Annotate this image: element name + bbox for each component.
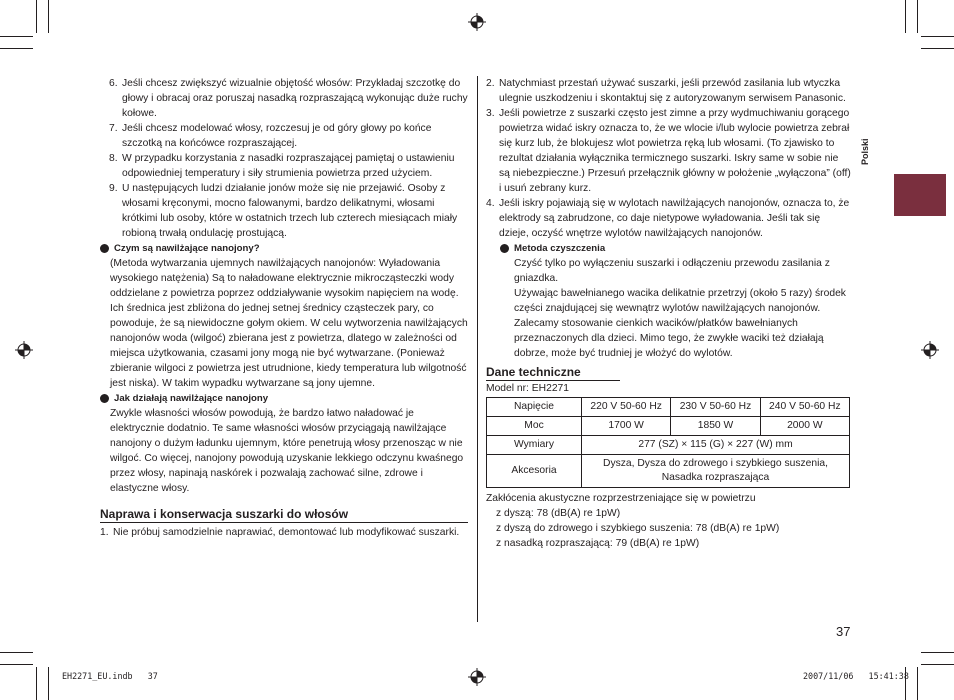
crop-mark [917,0,918,33]
crop-mark [921,652,954,653]
language-tab-label: Polski [860,138,870,165]
crop-mark [0,664,33,665]
model-number: Model nr: EH2271 [486,383,569,394]
noise-line: z nasadką rozpraszającą: 79 (dB(A) re 1pW) [496,538,700,549]
footer-datetime: 2007/11/06 15:41:38 [803,671,909,681]
table-row [487,398,850,417]
list-item: 2. Natychmiast przestań używać suszarki, jeśli przewód zasilania lub wtyczka ulegnie uszkodzeniu i skontaktuj się z autoryzowanym serwisem Panasonic. [486,78,846,104]
registration-mark-icon [15,341,33,359]
list-item: 9. U następujących ludzi działanie jonów może się nie przejawić. Osoby z włosami kręconymi, mocno falowanymi, bardzo delikatnymi, włosami krótkimi lub osoby, które w ostatnich trzech lub czterech miesiącach miały robioną trwałą ondulację prostującą. [109,183,458,239]
clean-heading: Metoda czyszczenia [514,243,606,254]
nano-text: (Metoda wytwarzania ujemnych nawilżających nanojonów: Wyładowania wysokiego natężenia) Są to naładowane elektrycznie mikrocząsteczki wody oddzielane z powietrza poprzez oddziaływanie wysokim napięciem na wodę. Ich średnica jest zbliżona do jednej setnej średnicy cząsteczek pary, co powoduje, że są niewidoczne gołym okiem. W celu wytworzenia nawilżających nanojonów woda (wilgoć) zbierana jest z powietrza, dlatego w zależności od miejsca użytkowania, czasami jony mogą nie być wytwarzane. (Ponieważ zbieranie wilgoci z powietrza jest utrudnione, kiedy temperatura lub wilgotność jest niska). W takim wypadku wytwarzane są jony ujemne. [110,258,468,389]
bullet-icon [100,394,109,403]
table-cell [582,455,850,488]
table-cell: 240 V 50-60 Hz [760,398,849,417]
table-cell: Moc [487,417,582,436]
table-row [487,455,850,488]
crop-mark [0,48,33,49]
crop-mark [36,667,37,700]
noise-intro: Zakłócenia akustyczne rozprzestrzeniające się w powietrzu [486,493,756,504]
registration-mark-icon [468,668,486,686]
clean-section [500,241,852,256]
crop-mark [0,652,33,653]
spec-table [486,397,850,488]
list-item: 3. Jeśli powietrze z suszarki często jest zimne a przy wydmuchiwaniu gorącego powietrza widać iskry oznacza to, że we wlocie i/lub wylocie powietrza zebrał się kurz lub, że blokujesz wlot powietrza ręką lub włosami. (To zjawisko to rezultat działania wyłącznika termicznego suszarki. Iskry same w sobie nie są niebezpieczne.) Przesuń przełącznik główny w położenie „wyłączona” (off) i usuń zebrany kurz. [486,108,851,194]
table-cell: 1700 W [582,417,671,436]
bullet-icon [100,244,109,253]
crop-mark [917,667,918,700]
list-item: 7. Jeśli chcesz modelować włosy, rozczesuj je od góry głowy po końce szczotką na końcówce rozpraszającej. [109,123,432,149]
list-item: 1. Nie próbuj samodzielnie naprawiać, demontować lub modyfikować suszarki. [100,527,460,538]
clean-paragraph: Zalecamy stosowanie cienkich wacików/płatków bawełnianych przeznaczonych dla dzieci. Mimo tego, że zwykłe waciki też działają dobrze, może być trudniej je włożyć do wylotów. [514,318,824,359]
table-cell: Wymiary [487,436,582,455]
noise-line: z dyszą do zdrowego i szybkiego suszenia: 78 (dB(A) re 1pW) [496,523,780,534]
spec-heading: Dane techniczne [486,365,620,381]
accessories-line: Dysza, Dysza do zdrowego i szybkiego suszenia, [603,458,828,469]
left-column [100,76,468,540]
crop-mark [36,0,37,33]
crop-mark [921,664,954,665]
page-number: 37 [836,624,851,639]
crop-mark [905,0,906,33]
how-section [100,391,468,406]
how-text: Zwykle własności włosów powodują, że bardzo łatwo naładować je elektrycznie dodatnio. Te same własności włosów przyciągają nawilżające nanojony o dużym ładunku ujemnym, które penetrują włosy przenosząc w nie wilgoć. Co więcej, nanojony powodują uzyskanie lekkiego odczynu kwaśnego przez włosy, napinają naskórek i pozwalają zachować silne, zdrowe i elastyczne włosy. [110,408,464,494]
nano-heading: Czym są nawilżające nanojony? [114,243,260,254]
how-heading: Jak działają nawilżające nanojony [114,393,269,404]
clean-paragraph: Czyść tylko po wyłączeniu suszarki i odłączeniu przewodu zasilania z gniazdka. [514,258,830,284]
table-cell: 2000 W [760,417,849,436]
registration-mark-icon [468,13,486,31]
accessories-line: Nasadka rozpraszająca [661,472,770,483]
table-row [487,436,850,455]
table-cell: 1850 W [671,417,760,436]
footer-file: EH2271_EU.indb 37 [62,671,158,681]
table-row [487,417,850,436]
noise-line: z dyszą: 78 (dB(A) re 1pW) [496,508,621,519]
crop-mark [48,0,49,33]
bullet-icon [500,244,509,253]
crop-mark [921,48,954,49]
table-cell: 230 V 50-60 Hz [671,398,760,417]
table-cell: Akcesoria [487,455,582,488]
crop-mark [0,36,33,37]
repair-heading: Naprawa i konserwacja suszarki do włosów [100,507,468,523]
table-cell: 220 V 50-60 Hz [582,398,671,417]
table-cell: 277 (SZ) × 115 (G) × 227 (W) mm [582,436,850,455]
crop-mark [48,667,49,700]
list-item: 4. Jeśli iskry pojawiają się w wylotach nawilżających nanojonów, oznacza to, że elektrody są zabrudzone, co daje nietypowe wyładowania. Jeśli tak się dzieje, oczyść wnętrze wylotów nawilżających nanojonów. [486,198,850,239]
table-cell: Napięcie [487,398,582,417]
nano-section [100,241,468,256]
column-divider [477,76,478,622]
crop-mark [921,36,954,37]
right-column [486,76,852,551]
list-item: 6. Jeśli chcesz zwiększyć wizualnie objętość włosów: Przykładaj szczotkę do głowy i obracaj oraz poruszaj nasadką rozpraszającą wykonując duże ruchy kołowe. [109,78,468,119]
registration-mark-icon [921,341,939,359]
list-item: 8. W przypadku korzystania z nasadki rozpraszającej pamiętaj o ustawieniu odpowiedniej temperatury i siły strumienia powietrza przed użyciem. [109,153,455,179]
language-tab [894,174,946,216]
clean-paragraph: Używając bawełnianego wacika delikatnie przetrzyj (około 5 razy) środek części znajdującej się wewnątrz wylotów nawilżających nanojonów. [514,288,846,314]
